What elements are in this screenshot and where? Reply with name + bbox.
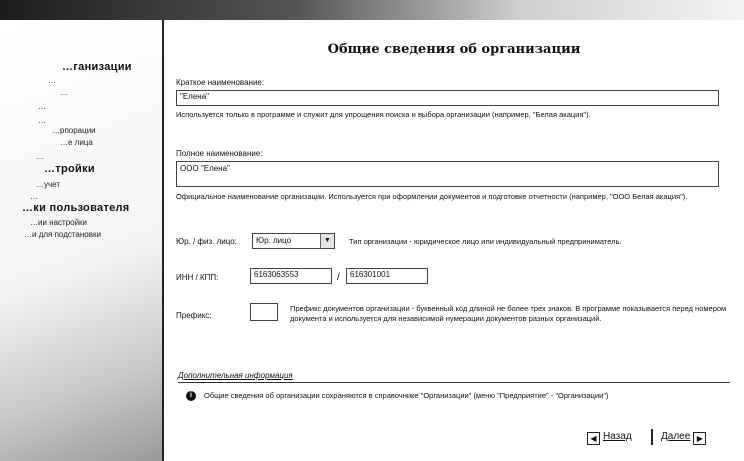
inn-input[interactable]: 6163063553 <box>250 268 332 284</box>
short-name-label: Краткое наименование: <box>176 78 265 87</box>
entity-type-select[interactable] <box>252 233 335 249</box>
prefix-input[interactable] <box>250 303 278 321</box>
arrow-left-icon: ◀ <box>587 432 600 445</box>
sidebar-item[interactable]: … <box>30 192 38 201</box>
nav-divider <box>651 429 653 445</box>
inn-kpp-separator: / <box>337 272 340 283</box>
back-button[interactable] <box>584 431 632 445</box>
page-title: Общие сведения об организации <box>327 42 581 57</box>
prefix-label: Префикс: <box>176 311 212 320</box>
sidebar-item[interactable]: …ганизации <box>62 61 132 73</box>
sidebar-item[interactable]: …тройки <box>44 163 95 175</box>
full-name-input[interactable]: ООО "Елена" <box>176 161 719 187</box>
entity-type-hint: Тип организации - юридическое лицо или индивидуальный предприниматель. <box>349 237 622 246</box>
full-name-label: Полное наименование: <box>176 149 263 158</box>
sidebar-item[interactable]: …е лица <box>60 138 93 147</box>
chevron-down-icon[interactable]: ▼ <box>320 234 334 248</box>
short-name-hint: Используется только в программе и служит для упрощения поиска и выбора организации (например, "Белая акация"). <box>176 110 591 119</box>
additional-info-title: Дополнительная информация <box>178 371 293 380</box>
back-label: Назад <box>603 431 632 442</box>
next-button[interactable] <box>661 431 709 445</box>
window-titlebar <box>0 0 744 20</box>
sidebar <box>0 20 164 461</box>
main-panel <box>164 20 744 461</box>
sidebar-item[interactable]: … <box>60 88 68 97</box>
sidebar-item[interactable]: …ии настройки <box>30 218 88 227</box>
next-label: Далее <box>661 431 691 442</box>
full-name-hint: Официальное наименование организации. Используется при оформлении документов и подготовке отчетности (например, "ООО Белая акация"). <box>176 192 688 201</box>
short-name-input[interactable]: "Елена" <box>176 90 719 106</box>
sidebar-item[interactable]: … <box>38 116 46 125</box>
info-icon: i <box>186 391 196 401</box>
entity-type-value: Юр. лицо <box>256 236 292 245</box>
sidebar-item[interactable]: … <box>36 152 44 161</box>
sidebar-item[interactable]: … <box>48 76 56 85</box>
additional-info-text: Общие сведения об организации сохраняются в справочнике "Организации" (меню "Предприятие" - "Организации") <box>204 391 609 400</box>
sidebar-item[interactable]: …ки пользователя <box>22 202 130 214</box>
inn-kpp-label: ИНН / КПП: <box>176 273 219 282</box>
sidebar-item[interactable]: …и для подстановки <box>24 230 101 239</box>
sidebar-item[interactable]: …рпорации <box>52 126 96 135</box>
kpp-input[interactable]: 616301001 <box>346 268 428 284</box>
arrow-right-icon: ▶ <box>693 432 706 445</box>
sidebar-item[interactable]: … <box>38 102 46 111</box>
sidebar-item[interactable]: …учет <box>36 180 61 189</box>
prefix-hint: Префикс документов организации - буквенный код длиной не более трех знаков. В программе показывается перед номером документа и используется для независимой нумерации документов разных организаций. <box>290 304 727 323</box>
entity-type-label: Юр. / физ. лицо: <box>176 237 237 246</box>
section-divider <box>178 382 730 383</box>
